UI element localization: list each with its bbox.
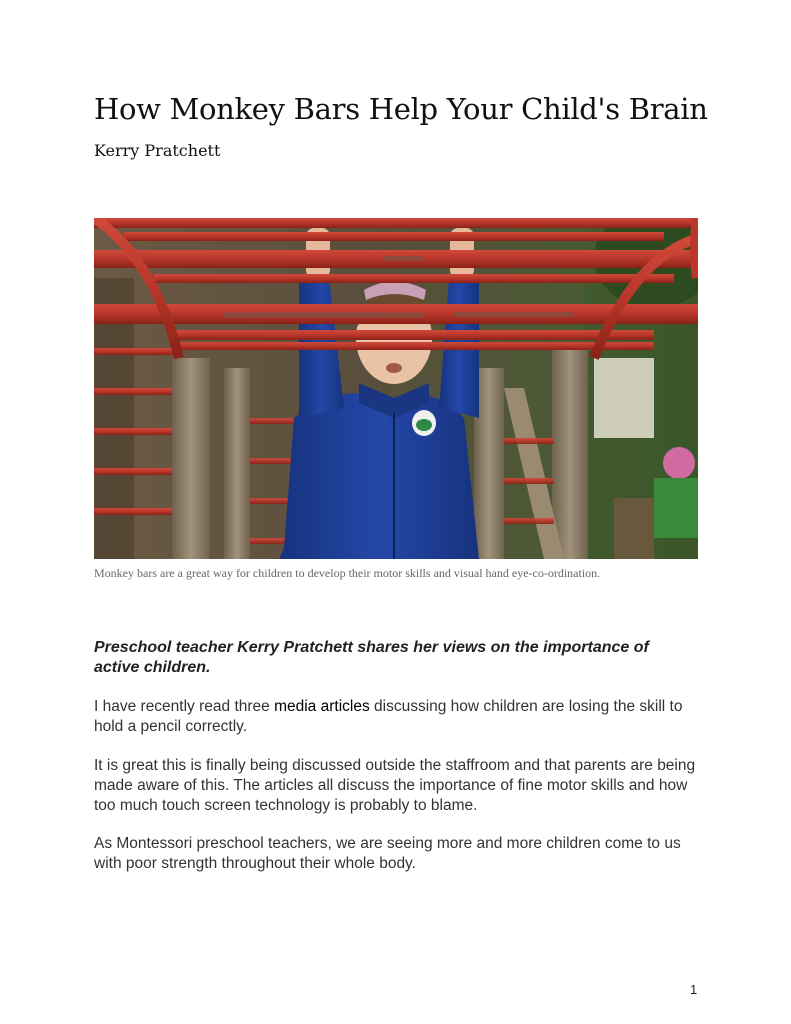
article-title: How Monkey Bars Help Your Child's Brain — [94, 92, 708, 126]
article-author: Kerry Pratchett — [94, 141, 221, 160]
article-photo-monkey-bars — [94, 218, 698, 559]
page-number: 1 — [690, 982, 698, 997]
paragraph-1 — [94, 697, 699, 737]
paragraph-1-text-end: discussing how children are losing the skill to hold a pencil correctly. — [94, 698, 683, 735]
photo-caption: Monkey bars are a great way for children to develop their motor skills and visual hand eye-co-ordination. — [94, 566, 601, 580]
paragraph-3: As Montessori preschool teachers, we are seeing more and more children come to us with poor strength throughout their whole body. — [94, 835, 681, 872]
media-articles-link[interactable]: media articles — [274, 698, 370, 715]
article-standfirst: Preschool teacher Kerry Pratchett shares her views on the importance of active children. — [94, 639, 649, 676]
paragraph-1-text-start: I have recently read three — [94, 698, 275, 715]
paragraph-2: It is great this is finally being discussed outside the staffroom and that parents are being made aware of this. The articles all discuss the importance of fine motor skills and how too much touch screen technology is probably to blame. — [94, 757, 696, 814]
